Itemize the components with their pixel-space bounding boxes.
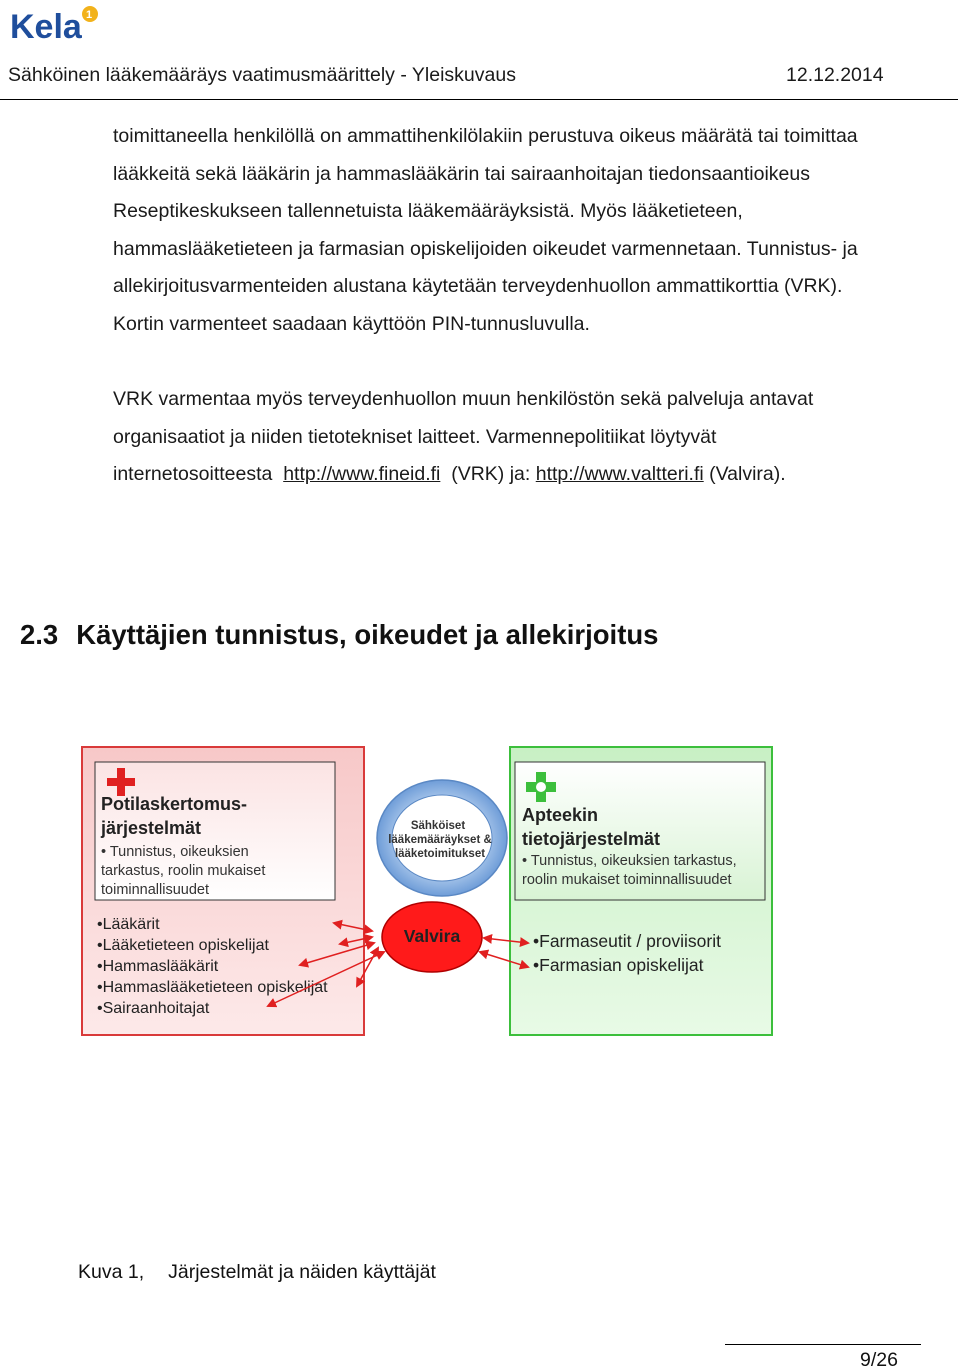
section-title: Käyttäjien tunnistus, oikeudet ja allekirjoitus [76, 619, 659, 650]
ring-text-line: lääketoimitukset [394, 848, 486, 860]
user-role: •Farmaseutit / proviisorit [533, 931, 721, 951]
document-title: Sähköinen lääkemääräys vaatimusmäärittely - Yleiskuvaus [8, 64, 516, 86]
caption-label: Kuva 1, [78, 1261, 145, 1283]
text-line: hammaslääketieteen ja farmasian opiskelijoiden oikeudet varmennetaan. Tunnistus- ja [113, 237, 858, 260]
systems-diagram [0, 740, 960, 1050]
text-line: Reseptikeskukseen tallennetuista lääkemääräyksistä. Myös lääketieteen, [113, 200, 743, 222]
fineid-link[interactable]: http://www.fineid.fi [283, 463, 441, 485]
text-line: lääkkeitä sekä lääkärin ja hammaslääkärin tai sairaanhoitajan tiedonsaantioikeus [113, 162, 810, 185]
svg-text:1: 1 [86, 9, 93, 21]
right-title-line1: Apteekin [522, 805, 599, 825]
text-fragment: (Valvira). [709, 463, 786, 485]
user-role: •Lääkärit [97, 916, 160, 933]
document-date: 12.12.2014 [786, 64, 884, 86]
ring-text-line: Sähköiset [410, 820, 466, 832]
left-desc-line: tarkastus, roolin mukaiset [101, 863, 266, 879]
text-line-links [113, 456, 953, 494]
left-title-line1: Potilaskertomus- [101, 794, 248, 814]
text-fragment: internetosoitteesta [113, 463, 273, 485]
user-role: •Sairaanhoitajat [97, 1000, 210, 1017]
footer-divider [725, 1344, 921, 1345]
text-line: allekirjoitusvarmenteiden alustana käytetään terveydenhuollon ammattikorttia (VRK). [113, 275, 843, 297]
user-role: •Hammaslääkärit [97, 958, 219, 975]
caption-text: Järjestelmät ja näiden käyttäjät [168, 1261, 436, 1283]
left-desc-line: toiminnallisuudet [101, 882, 210, 898]
paragraph-2 [113, 381, 953, 494]
paragraph-1 [113, 118, 953, 343]
left-title-line2: järjestelmät [101, 818, 202, 838]
kela-logo [10, 4, 100, 44]
page-number: 9/26 [860, 1349, 898, 1371]
figure-caption [78, 1261, 436, 1284]
header-divider [0, 99, 958, 100]
ring-text-line: lääkemääräykset & [388, 834, 492, 846]
user-role: •Hammaslääketieteen opiskelijat [97, 979, 328, 996]
user-role: •Lääketieteen opiskelijat [97, 937, 269, 954]
valvira-label: Valvira [403, 926, 461, 946]
text-line: organisaatiot ja niiden tietotekniset laitteet. Varmennepolitiikat löytyvät [113, 425, 717, 448]
text-line: Kortin varmenteet saadaan käyttöön PIN-tunnusluvulla. [113, 312, 590, 335]
section-number: 2.3 [20, 619, 59, 650]
right-title-line2: tietojärjestelmät [522, 829, 661, 849]
valtteri-link[interactable]: http://www.valtteri.fi [535, 463, 704, 485]
text-line: VRK varmentaa myös terveydenhuollon muun henkilöstön sekä palveluja antavat [113, 388, 814, 410]
logo-text: Kela [10, 8, 82, 44]
text-fragment: (VRK) ja: [451, 463, 531, 485]
right-desc-line: • Tunnistus, oikeuksien tarkastus, [522, 853, 737, 869]
text-line: toimittaneella henkilöllä on ammattihenkilölakiin perustuva oikeus määrätä tai toimittaa [113, 125, 858, 147]
right-desc-line: roolin mukaiset toiminnallisuudet [522, 872, 732, 888]
section-heading [20, 619, 658, 651]
user-role: •Farmasian opiskelijat [533, 955, 704, 975]
left-desc-line: • Tunnistus, oikeuksien [101, 844, 249, 860]
